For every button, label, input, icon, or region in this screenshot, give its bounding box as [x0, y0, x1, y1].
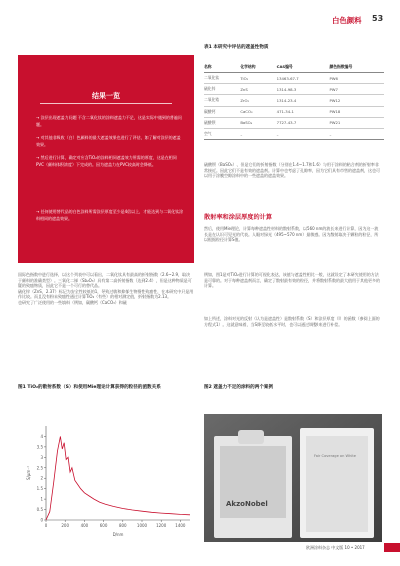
summary-title: 结果一览	[92, 92, 120, 100]
x-tick-label: 1400	[175, 523, 186, 528]
scattering-chart	[24, 418, 196, 538]
x-tick-label: 1200	[156, 523, 167, 528]
y-tick-label: 1.5	[36, 486, 43, 492]
table-cell: 13463-67-7	[277, 73, 330, 84]
summary-bullet: → 然后进行计算，确定对应含TiO₂的涂料相同遮盖效力所需的厚度，这是在相同PVC（颜料体积浓度）下完成的。因为遮盖力在PVC较高时会降低。	[36, 155, 177, 167]
y-tick-label: 3.5	[36, 444, 43, 450]
y-tick-label: 1	[40, 496, 43, 502]
column-header: 颜色指数编号	[329, 64, 384, 73]
table-cell: 硫化锌	[204, 84, 240, 95]
table-cell: TiO₂	[240, 73, 276, 84]
table-row	[204, 128, 384, 139]
summary-divider	[40, 103, 172, 104]
page-number: 53	[372, 14, 384, 23]
table-row	[204, 84, 384, 95]
section-tag: 白色颜料	[332, 16, 362, 25]
table-cell: PW12	[329, 95, 384, 106]
figure2-caption: 图2 遮盖力不足的涂料的两个案例	[204, 385, 274, 390]
table-cell: ZnS	[240, 84, 276, 95]
y-axis-label: S/μm⁻¹	[26, 465, 31, 481]
y-tick-label: 0.5	[36, 507, 43, 513]
materials-table	[204, 64, 384, 140]
x-tick-label: 200	[61, 523, 70, 528]
sample-cards-photo	[204, 414, 382, 542]
table-cell: –	[240, 128, 276, 139]
akzonobel-logo: AkzoNobel	[226, 500, 268, 508]
table-cell: –	[329, 128, 384, 139]
table-cell: 7727-43-7	[277, 117, 330, 128]
summary-bullet: → 涂层出现遮盖力问题 不含二氧化钛的涂料遮盖力不足，这是实际中遇到的普遍问题。	[36, 115, 182, 127]
section-heading: 散射率和涂层厚度的计算	[204, 214, 273, 221]
table-cell: 空气	[204, 128, 240, 139]
summary-bullet: → 对其他非吸收（白）色颜料的最大遮盖效果也进行了评估，如了解对涂层的遮盖效果。	[36, 135, 181, 147]
table-cell: 1314-98-3	[277, 84, 330, 95]
table-cell: 碳酸钙	[204, 106, 240, 117]
table-cell: PW6	[329, 73, 384, 84]
series-line	[46, 436, 190, 520]
table-cell: PW7	[329, 84, 384, 95]
table-cell: CaCO₃	[240, 106, 276, 117]
table-row	[204, 117, 384, 128]
column-header: CAS编号	[277, 64, 330, 73]
table-row	[204, 95, 384, 106]
table-row	[204, 73, 384, 84]
table-cell: 二氧化钛	[204, 73, 240, 84]
footer-text: 欧洲涂料杂志 中文版 10 • 2017	[306, 545, 365, 550]
table-cell: 二氧化锆	[204, 95, 240, 106]
table-caption: 表1 本研究中评估的遮盖性物质	[204, 45, 269, 50]
column-header: 化学结构	[240, 64, 276, 73]
table-cell: 硫酸钡	[204, 117, 240, 128]
x-tick-label: 1000	[136, 523, 148, 528]
body-paragraph: 然后，使用Mie理论，计算每种遮盖性材料的散射系数，以560 nm的波长来进行计算，因为这一波长是在认识可见光的代表。人眼对绿光（495~570 nm）最敏感。因为散射取决于颗粒的粒径，所以根据粒径计算S值。	[204, 226, 379, 243]
table-cell: 1314-23-4	[277, 95, 330, 106]
card-right-label: Fair Coverage on White	[314, 454, 356, 458]
table-cell: ZrO₂	[240, 95, 276, 106]
y-tick-label: 0	[40, 517, 43, 523]
table-cell: BaSO₄	[240, 117, 276, 128]
x-tick-label: 600	[99, 523, 108, 528]
figure1-caption: 图1 TiO₂的散射系数（S）和使用Mie理论计算获得的粒径的函数关系	[18, 385, 161, 390]
summary-box	[18, 55, 194, 263]
body-paragraph: 硫酸钡（BaSO₄）、但是它们的折射指数（分别在1.4~1.7和1.6）与用于涂料的粘合剂的折射率非常接近。因此它们不是有效的遮盖剂。计算中也考虑了孔隙率，因为它们具有市售的遮盖剂，这也可以用于涂膜空隙涂料中的一些遮盖的遮盖效果。	[204, 162, 380, 179]
coated-card-left	[214, 430, 292, 538]
y-tick-label: 4	[40, 433, 43, 439]
y-tick-label: 2.5	[36, 465, 43, 471]
body-paragraph: 国际色指数中进行选择，以这个列表中可以看出，二氧化钛具有最高的折射指数（2.6~2.9，取决于颜料的准确类型）。三氧化二锑（Sb₂O₃）具有第二高折射指数（达到2.4），但是这种物质是可疑的致癌物质，因此它不是一个可行的替代品。 硫化锌（ZnS，2.37）标记为安全性较低的1，导致过敏和抑郁生物慢性致癌性，在本研究中只是用作比较。而且没有粉末致癌性通过计算TiO₂（有些）的相对测定值，折射指数为2.13。 也研究了广泛使用的一些填料（例如，碳酸钙（CaCO₃）和硫	[18, 272, 194, 305]
y-tick-label: 3	[40, 454, 43, 460]
column-header: 名称	[204, 64, 240, 73]
footer-accent-bar	[384, 543, 400, 552]
coated-card-right	[300, 428, 374, 538]
body-paragraph: 例如，图1是对TiO₂进行计算的可视化表达，该值与遮盖性相比一般，这就设定了本研究使用的方法是可靠的。对于每种遮盖剂而言，确定了散射最有效的粒径，并将散射系数的最大值用于其他更多的计算。	[204, 272, 380, 289]
table-row	[204, 106, 384, 117]
x-tick-label: 0	[44, 523, 48, 528]
y-tick-label: 2	[40, 475, 43, 481]
x-tick-label: 800	[118, 523, 127, 528]
x-axis-label: D/nm	[112, 532, 124, 537]
table-cell: PW21	[329, 117, 384, 128]
table-cell: PW18	[329, 106, 384, 117]
body-paragraph: 如上所述，涂料对光的反射（认为是遮盖性）是散射系数（S）和涂层厚度（l）的函数（参阅上面的方程式1）。这就意味着，当S降至较低水平时，也可以通过调整l来进行补偿。	[204, 316, 380, 327]
x-tick-label: 400	[80, 523, 89, 528]
table-cell: –	[277, 128, 330, 139]
table-cell: 471-34-1	[277, 106, 330, 117]
summary-bullet: → 任何使用替代品的白色涂料所需涂层厚度至少是4倍以上，才能达到与二氧化钛涂料相同的遮盖效果。	[36, 209, 184, 221]
table-header-row	[204, 64, 384, 73]
